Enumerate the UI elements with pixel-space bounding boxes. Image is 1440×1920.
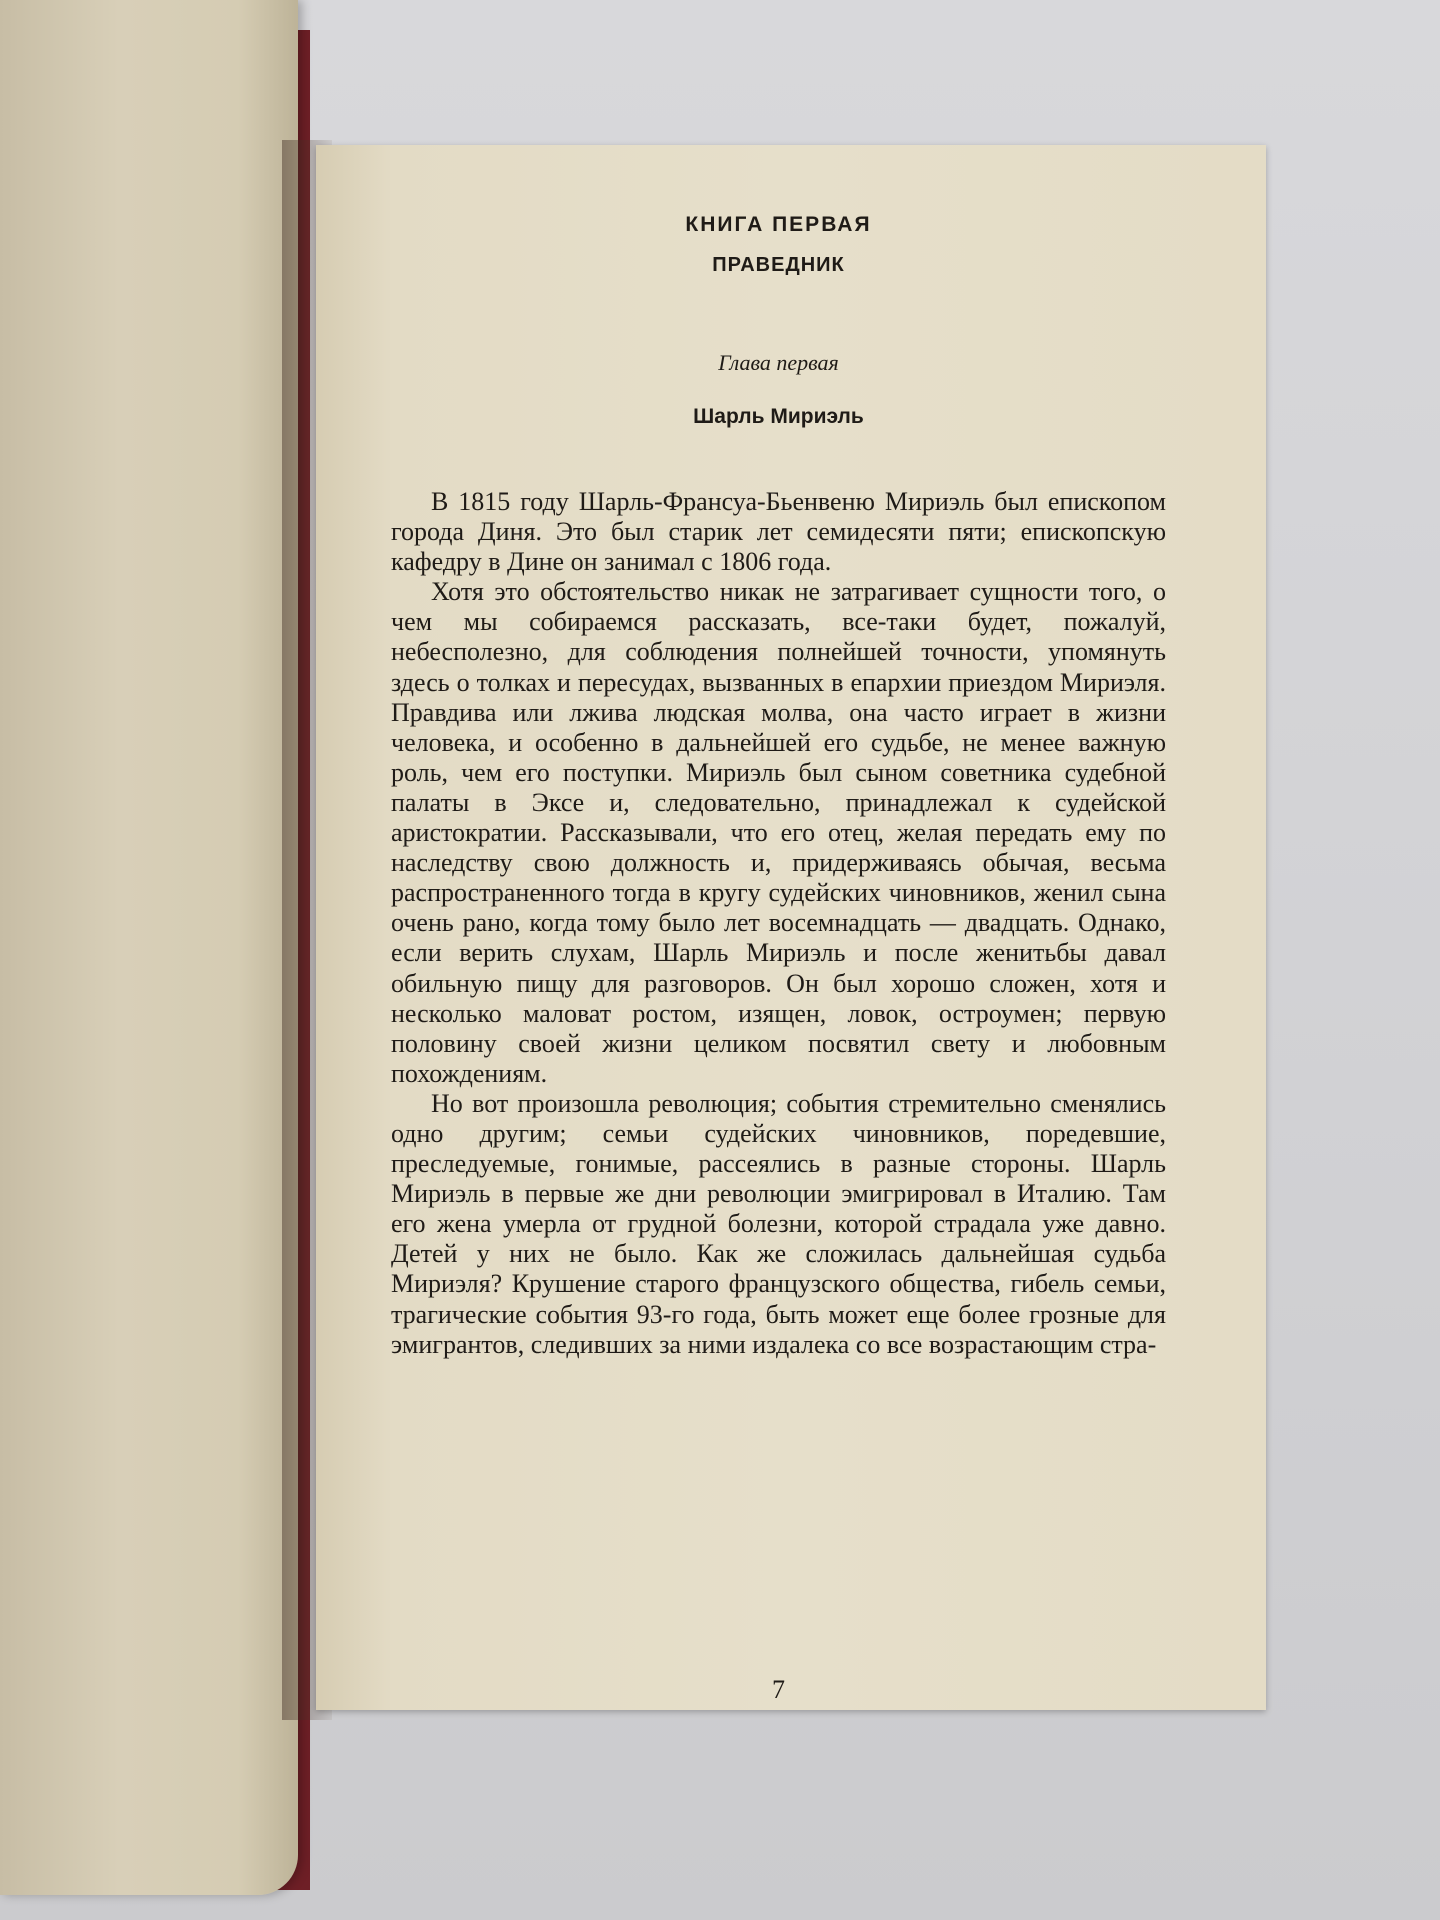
paragraph-3: Но вот произошла революция; события стремительно сменялись одно другим; семьи судейских чиновников, поредевшие, преследуемые, гонимые, рассеялись в разные стороны. Шарль Мириэль в первые же дни революции эмигрировал в Италию. Там его жена умерла от грудной болезни, которой страдала уже давно. Детей у них не было. Как же сложилась дальнейшая судьба Мириэля? Крушение старого французского общества, гибель семьи, трагические события 93-го года, быть может еще более грозные для эмигрантов, следивших за ними издалека со все возрастающим стра- (391, 1088, 1166, 1359)
right-page (316, 145, 1266, 1710)
left-page (0, 0, 298, 1895)
paragraph-1: В 1815 году Шарль-Франсуа-Бьенвеню Мириэль был епископом города Диня. Это был старик лет семидесяти пяти; епископскую кафедру в Дине он занимал с 1806 года. (391, 487, 1166, 577)
body-text (391, 487, 1166, 1360)
chapter-title: Шарль Мириэль (693, 405, 864, 428)
book-subtitle: ПРАВЕДНИК (712, 254, 845, 276)
paragraph-2: Хотя это обстоятельство никак не затрагивает сущности того, о чем мы собираемся рассказать, все-таки будет, пожалуй, небесполезно, для соблюдения полнейшей точности, упомянуть здесь о толках и пересудах, вызванных в епархии приездом Мириэля. Правдива или лжива людская молва, она часто играет в жизни человека, и особенно в дальнейшей его судьбе, не менее важную роль, чем его поступки. Мириэль был сыном советника судебной палаты в Эксе и, следовательно, принадлежал к судейской аристократии. Рассказывали, что его отец, желая передать ему по наследству свою должность и, придерживаясь обычая, весьма распространенного тогда в кругу судейских чиновников, женил сына очень рано, когда тому было лет восемнадцать — двадцать. Однако, если верить слухам, Шарль Мириэль и после женитьбы давал обильную пищу для разговоров. Он был хорошо сложен, хотя и несколько маловат ростом, изящен, ловок, остроумен; первую половину своей жизни целиком посвятил свету и любовным похождениям. (391, 577, 1166, 1088)
page-number: 7 (772, 1675, 785, 1704)
page-content (391, 205, 1166, 1704)
book-title: КНИГА ПЕРВАЯ (685, 213, 872, 236)
chapter-label: Глава первая (718, 350, 839, 375)
